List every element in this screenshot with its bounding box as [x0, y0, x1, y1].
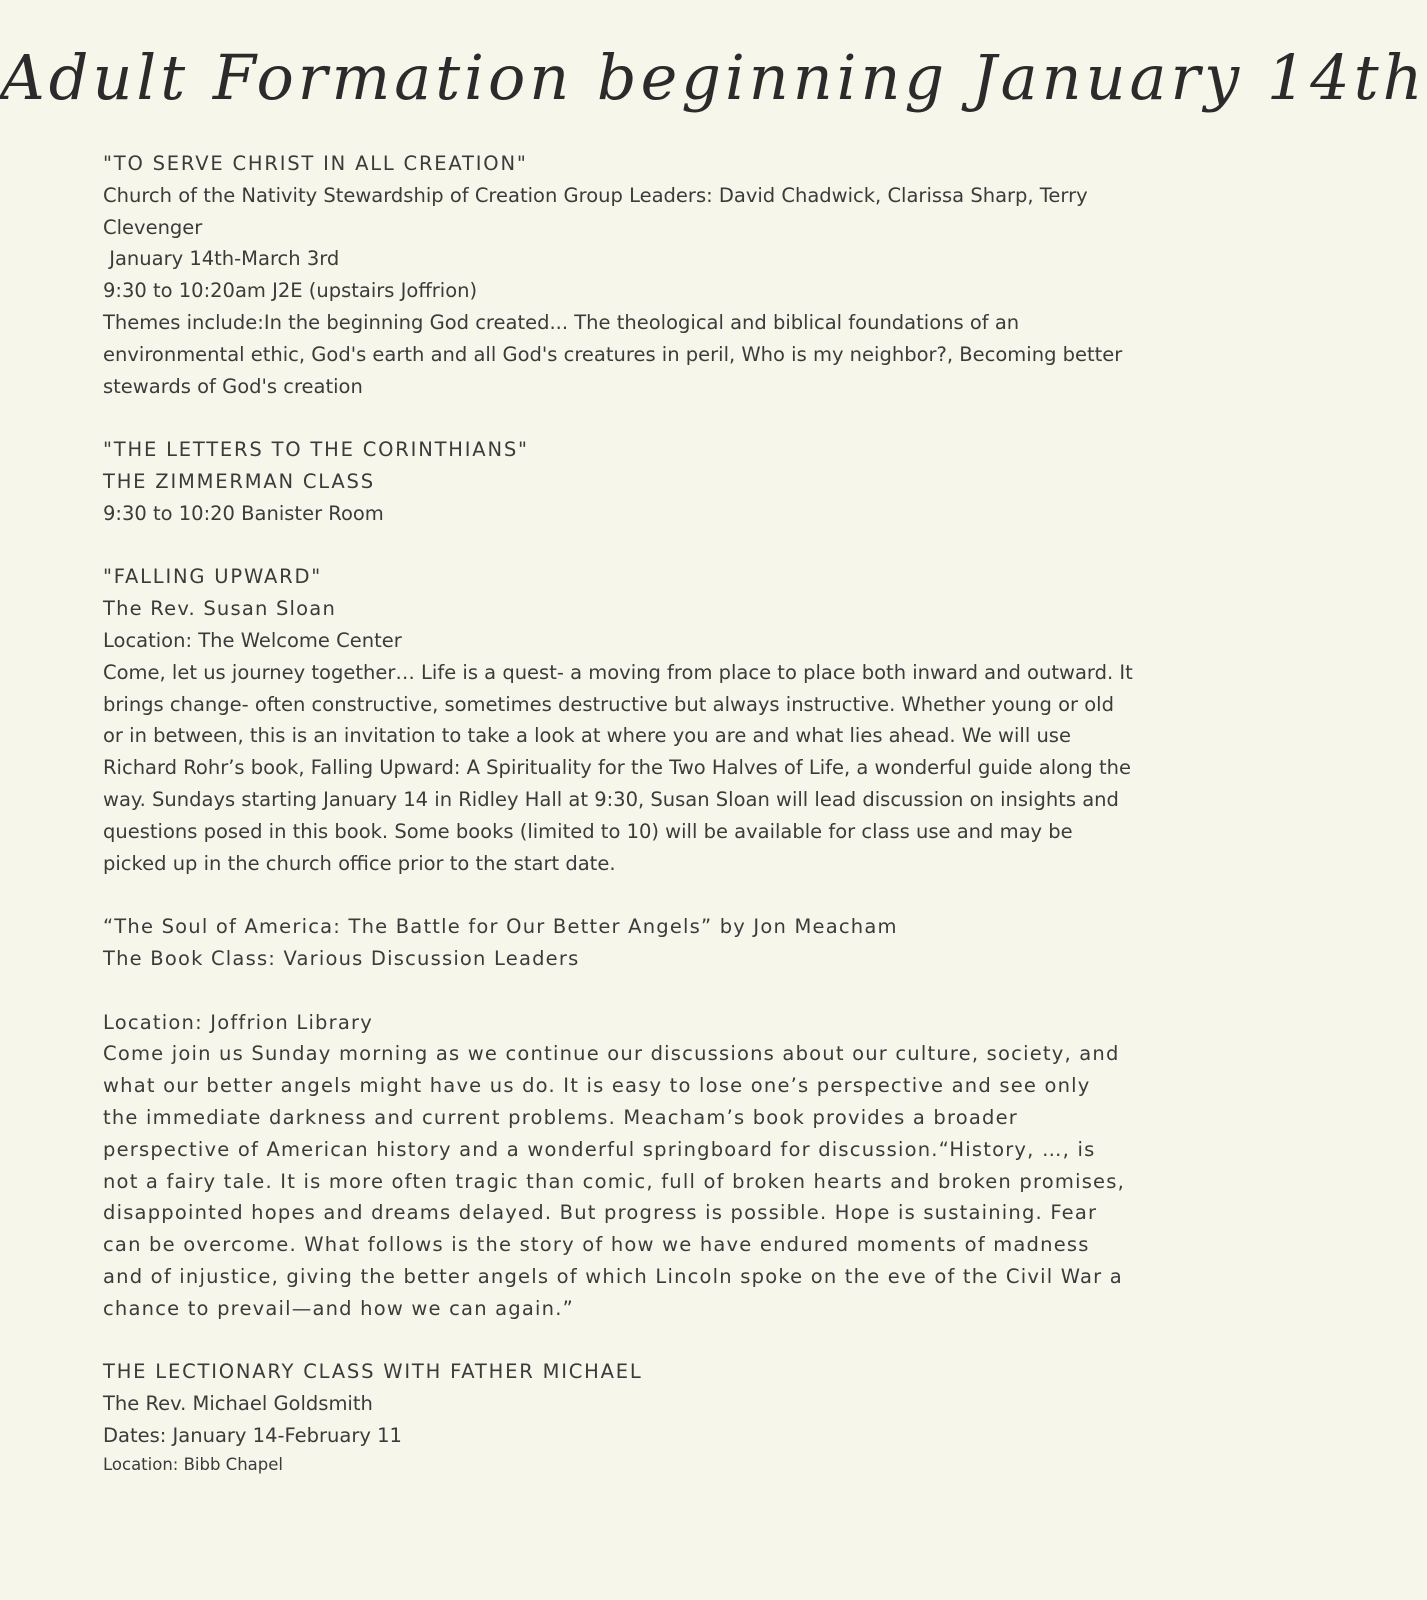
section-4-description: Come join us Sunday morning as we continue our discussions about our culture, society, and what our better angels might have us do. It is easy to lose one’s perspective and see only the immediate darkness and current problems. Meacham’s book provides a broader perspective of American history and a wonderful springboard for discussion.“History, …, is not a fairy tale. It is more often tragic than comic, full of broken hearts and broken promises, disappointed hopes and dreams delayed. But progress is possible. Hope is sustaining. Fear can be overcome. What follows is the story of how we have endured moments of madness and of injustice, giving the better angels of which Lincoln spoke on the eve of the Civil War a chance to prevail—and how we can again.”	[103, 1042, 1126, 1320]
section-spacer	[103, 402, 1133, 434]
section-2-subheading: THE ZIMMERMAN CLASS	[103, 469, 375, 493]
section-5-location: Location: Bibb Chapel	[103, 1454, 283, 1474]
section-4-heading: “The Soul of America: The Battle for Our Better Angels” by Jon Meacham	[103, 915, 898, 939]
section-spacer	[103, 1324, 1133, 1356]
section-spacer	[103, 975, 1133, 1007]
section-3-leader: The Rev. Susan Sloan	[103, 597, 336, 621]
section-2-time-place: 9:30 to 10:20 Banister Room	[103, 501, 384, 525]
section-1-leaders: Church of the Nativity Stewardship of Creation Group Leaders: David Chadwick, Clarissa Sharp, Terry Clevenger	[103, 183, 1088, 239]
section-3-heading: "FALLING UPWARD"	[103, 565, 323, 589]
section-1-heading: "TO SERVE CHRIST IN ALL CREATION"	[103, 152, 528, 175]
section-spacer	[103, 530, 1133, 562]
section-4-leader: The Book Class: Various Discussion Leaders	[103, 946, 580, 970]
section-1-time-place: 9:30 to 10:20am J2E (upstairs Joffrion)	[103, 279, 478, 303]
section-5-dates: Dates: January 14-February 11	[103, 1423, 402, 1447]
section-3-location: Location: The Welcome Center	[103, 628, 402, 652]
section-4-location: Location: Joffrion Library	[103, 1010, 373, 1034]
section-5-heading: THE LECTIONARY CLASS WITH FATHER MICHAEL	[103, 1360, 643, 1384]
section-1-description: Themes include:In the beginning God created... The theological and biblical foundations of an environmental ethic, God's earth and all God's creatures in peril, Who is my neighbor?, Becoming better stewards of God's creation	[103, 310, 1123, 398]
section-1-dates: January 14th-March 3rd	[103, 247, 340, 271]
section-2-heading: "THE LETTERS TO THE CORINTHIANS"	[103, 438, 529, 462]
content-body	[103, 148, 1133, 1477]
section-spacer	[103, 879, 1133, 911]
page-title: Adult Formation beginning January 14th	[0, 41, 1427, 114]
section-5-leader: The Rev. Michael Goldsmith	[103, 1392, 373, 1416]
section-3-description: Come, let us journey together… Life is a quest- a moving from place to place both inward and outward. It brings change- often constructive, sometimes destructive but always instructive. Whether young or old or in between, this is an invitation to take a look at where you are and what lies ahead. We will use Richard Rohr’s book, Falling Upward: A Spirituality for the Two Halves of Life, a wonderful guide along the way. Sundays starting January 14 in Ridley Hall at 9:30, Susan Sloan will lead discussion on insights and questions posed in this book. Some books (limited to 10) will be available for class use and may be picked up in the church office prior to the start date.	[103, 660, 1133, 875]
